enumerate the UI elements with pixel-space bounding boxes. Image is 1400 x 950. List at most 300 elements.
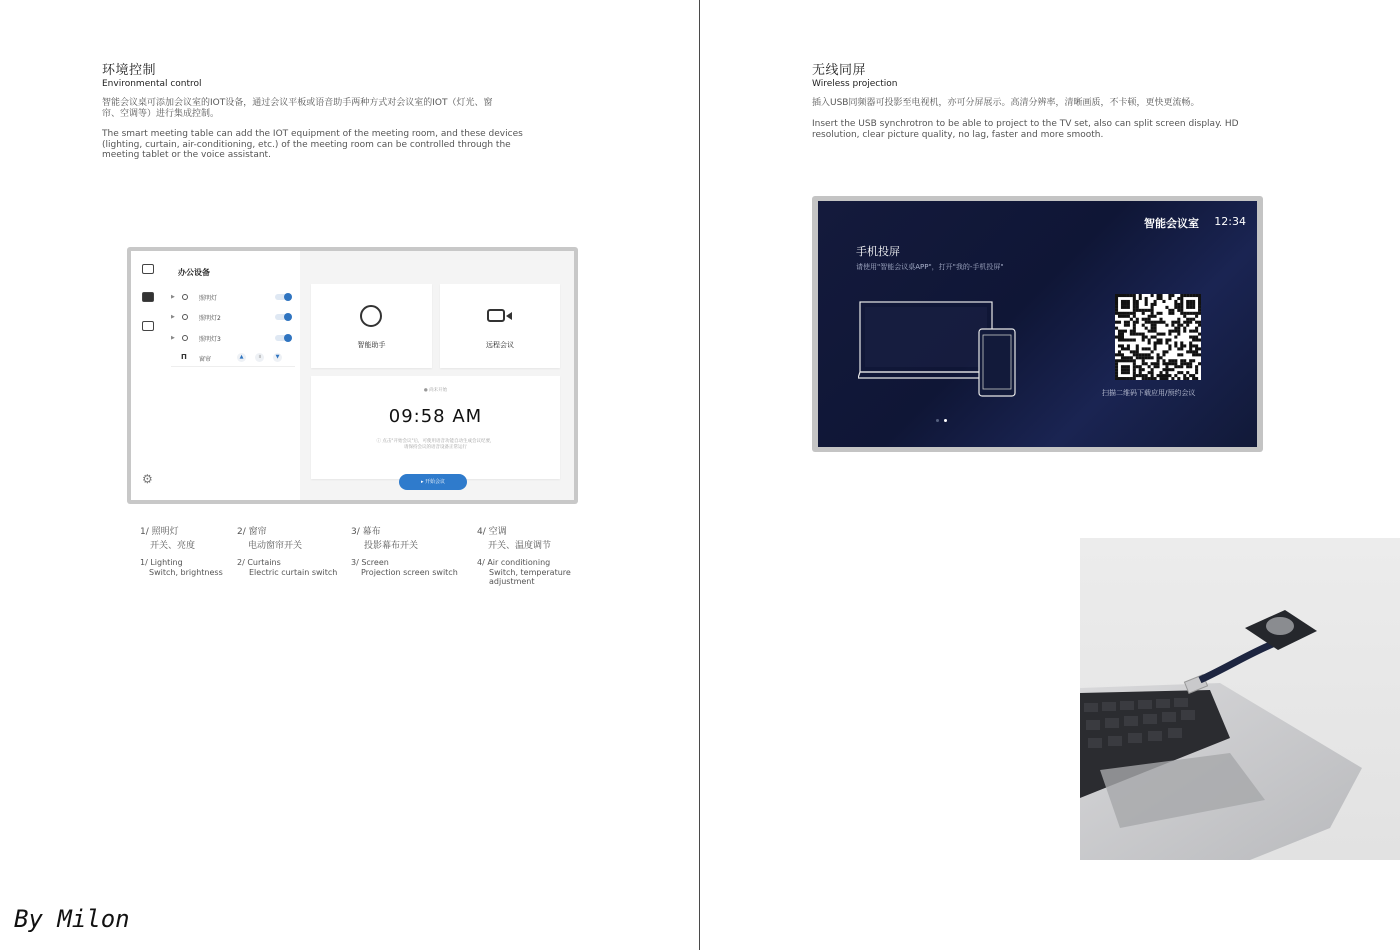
tablet-main <box>300 251 574 500</box>
qr-module <box>1195 338 1198 341</box>
tablet-mockup <box>127 247 578 504</box>
qr-module <box>1186 321 1189 324</box>
qr-module <box>1186 365 1189 368</box>
qr-module <box>1198 333 1201 336</box>
remote-meeting-card[interactable] <box>440 284 560 368</box>
caption-cn-title: 2/ 窗帘 <box>237 527 267 537</box>
devices-icon[interactable] <box>142 292 154 302</box>
qr-module <box>1121 371 1124 374</box>
qr-module <box>1180 365 1183 368</box>
qr-module <box>1151 371 1154 374</box>
curtain-pause-button[interactable]: ॥ <box>255 353 264 362</box>
qr-caption: 扫描二维码下载应用/预约会议 <box>1102 389 1196 397</box>
qr-module <box>1133 312 1136 315</box>
qr-module <box>1118 344 1121 347</box>
qr-module <box>1171 377 1174 380</box>
qr-module <box>1121 344 1124 347</box>
qr-module <box>1183 377 1186 380</box>
qr-module <box>1165 306 1168 309</box>
qr-module <box>1151 303 1154 306</box>
qr-module <box>1159 312 1162 315</box>
caption-en-sub: Switch, temperature <box>489 567 571 577</box>
qr-module <box>1168 309 1171 312</box>
qr-module <box>1159 297 1162 300</box>
qr-module <box>1180 294 1183 297</box>
curtain-open-button[interactable]: ▲ <box>237 353 246 362</box>
qr-module <box>1162 368 1165 371</box>
qr-module <box>1177 365 1180 368</box>
qr-module <box>1136 365 1139 368</box>
qr-module <box>1162 377 1165 380</box>
qr-module <box>1133 365 1136 368</box>
qr-module <box>1115 327 1118 330</box>
qr-module <box>1162 362 1165 365</box>
qr-module <box>1183 344 1186 347</box>
assistant-label: 智能助手 <box>357 341 386 349</box>
qr-module <box>1165 377 1168 380</box>
qr-module <box>1124 330 1127 333</box>
qr-module <box>1174 336 1177 339</box>
qr-module <box>1157 321 1160 324</box>
qr-module <box>1162 374 1165 377</box>
left-desc-cn <box>102 98 532 119</box>
qr-module <box>1180 309 1183 312</box>
meeting-hint-1: ⓘ 点击"开始会议"后，可使用语音功能自动生成会议纪要， <box>376 439 495 444</box>
qr-module <box>1136 347 1139 350</box>
qr-module <box>1145 327 1148 330</box>
tv-clock: 12:34 <box>1214 215 1246 228</box>
qr-module <box>1189 318 1192 321</box>
qr-module <box>1130 330 1133 333</box>
qr-module <box>1186 377 1189 380</box>
qr-module <box>1133 333 1136 336</box>
expand-arrow-icon[interactable]: ▶ <box>171 314 175 320</box>
qr-module <box>1118 315 1121 318</box>
qr-module <box>1115 362 1118 365</box>
qr-module <box>1142 309 1145 312</box>
qr-module <box>1180 353 1183 356</box>
qr-module <box>1189 347 1192 350</box>
qr-module <box>1195 330 1198 333</box>
right-desc-cn: 插入USB同频器可投影至电视机，亦可分屏展示。高清分辨率，清晰画质，不卡顿，更快更流畅。 <box>812 98 1200 108</box>
qr-module <box>1168 294 1171 297</box>
qr-module <box>1121 306 1124 309</box>
qr-module <box>1130 377 1133 380</box>
device-panel <box>169 251 301 500</box>
qr-module <box>1186 362 1189 365</box>
qr-module <box>1142 336 1145 339</box>
qr-module <box>1189 294 1192 297</box>
qr-module <box>1133 327 1136 330</box>
device-row-light-1[interactable] <box>171 291 295 305</box>
qr-module <box>1145 297 1148 300</box>
qr-module <box>1145 309 1148 312</box>
caption-cn-title: 1/ 照明灯 <box>140 527 179 537</box>
qr-module <box>1142 318 1145 321</box>
qr-module <box>1183 359 1186 362</box>
qr-module <box>1130 312 1133 315</box>
bulb-icon <box>182 335 188 341</box>
qr-module <box>1136 350 1139 353</box>
qr-module <box>1145 300 1148 303</box>
qr-module <box>1198 306 1201 309</box>
device-row-curtain[interactable] <box>171 352 295 367</box>
caption-curtains <box>237 525 347 577</box>
left-desc-en-line-3: meeting tablet or the voice assistant. <box>102 150 271 160</box>
qr-module <box>1180 347 1183 350</box>
qr-module <box>1195 336 1198 339</box>
tv-mockup <box>812 196 1263 452</box>
qr-module <box>1189 306 1192 309</box>
qr-module <box>1195 321 1198 324</box>
qr-module <box>1151 336 1154 339</box>
left-desc-en-line-2: (lighting, curtain, air-conditioning, etc.) of the meeting room can be controlled through the <box>102 139 511 150</box>
video-call-icon <box>487 309 505 322</box>
qr-module <box>1118 294 1121 297</box>
cast-icon[interactable] <box>142 321 154 331</box>
qr-module <box>1151 324 1154 327</box>
qr-module <box>1174 341 1177 344</box>
device-row-light-2[interactable] <box>171 311 295 325</box>
qr-module <box>1198 294 1201 297</box>
qr-module <box>1180 297 1183 300</box>
qr-module <box>1154 362 1157 365</box>
qr-module <box>1118 377 1121 380</box>
qr-module <box>1177 327 1180 330</box>
light-toggle[interactable] <box>275 335 291 341</box>
qr-module <box>1183 315 1186 318</box>
qr-module <box>1145 318 1148 321</box>
qr-module <box>1165 371 1168 374</box>
qr-module <box>1159 338 1162 341</box>
caption-en-sub-2: adjustment <box>489 577 535 586</box>
qr-module <box>1124 365 1127 368</box>
qr-module <box>1157 333 1160 336</box>
qr-module <box>1139 309 1142 312</box>
tablet-side-rail <box>131 251 169 500</box>
left-desc-en <box>102 129 542 161</box>
qr-module <box>1136 303 1139 306</box>
qr-module <box>1157 312 1160 315</box>
qr-module <box>1148 315 1151 318</box>
qr-module <box>1124 359 1127 362</box>
qr-module <box>1159 356 1162 359</box>
author-signature: By Milon <box>14 905 130 933</box>
qr-module <box>1171 362 1174 365</box>
caption-cn-sub: 开关、亮度 <box>150 541 196 551</box>
qr-module <box>1142 359 1145 362</box>
qr-module <box>1118 338 1121 341</box>
qr-module <box>1180 359 1183 362</box>
qr-module <box>1133 368 1136 371</box>
right-title-cn: 无线同屏 <box>812 63 867 78</box>
qr-module <box>1157 297 1160 300</box>
qr-module <box>1162 300 1165 303</box>
qr-module <box>1165 338 1168 341</box>
qr-module <box>1195 315 1198 318</box>
tv-heading: 手机投屏 <box>856 245 900 258</box>
qr-module <box>1148 341 1151 344</box>
qr-module <box>1177 330 1180 333</box>
qr-module <box>1186 350 1189 353</box>
qr-module <box>1133 321 1136 324</box>
qr-module <box>1133 294 1136 297</box>
qr-module <box>1118 336 1121 339</box>
qr-module <box>1115 371 1118 374</box>
qr-module <box>1121 330 1124 333</box>
qr-module <box>1186 318 1189 321</box>
qr-code[interactable] <box>1115 294 1201 380</box>
qr-module <box>1168 297 1171 300</box>
qr-module <box>1168 333 1171 336</box>
qr-module <box>1162 321 1165 324</box>
qr-module <box>1180 341 1183 344</box>
device-row-light-3[interactable] <box>171 332 295 346</box>
qr-module <box>1192 330 1195 333</box>
qr-module <box>1115 365 1118 368</box>
qr-module <box>1142 353 1145 356</box>
qr-module <box>1189 303 1192 306</box>
expand-arrow-icon[interactable]: ▶ <box>171 335 175 341</box>
qr-module <box>1159 333 1162 336</box>
qr-module <box>1168 362 1171 365</box>
qr-module <box>1186 303 1189 306</box>
qr-module <box>1121 359 1124 362</box>
caption-cn-title: 4/ 空调 <box>477 527 507 537</box>
qr-module <box>1118 333 1121 336</box>
qr-module <box>1133 303 1136 306</box>
qr-module <box>1165 368 1168 371</box>
qr-module <box>1124 303 1127 306</box>
qr-module <box>1124 338 1127 341</box>
qr-module <box>1136 344 1139 347</box>
calendar-icon[interactable] <box>142 264 154 274</box>
qr-module <box>1186 306 1189 309</box>
qr-module <box>1195 294 1198 297</box>
qr-module <box>1192 344 1195 347</box>
qr-module <box>1157 359 1160 362</box>
qr-module <box>1136 321 1139 324</box>
right-title-en: Wireless projection <box>812 79 898 89</box>
qr-module <box>1124 306 1127 309</box>
qr-module <box>1192 377 1195 380</box>
qr-module <box>1145 356 1148 359</box>
qr-module <box>1177 321 1180 324</box>
qr-module <box>1136 309 1139 312</box>
qr-module <box>1145 374 1148 377</box>
qr-module <box>1165 341 1168 344</box>
qr-module <box>1171 309 1174 312</box>
device-label: 窗帘 <box>199 356 212 363</box>
qr-module <box>1142 368 1145 371</box>
qr-module <box>1168 344 1171 347</box>
qr-module <box>1148 318 1151 321</box>
caption-en-title: 1/ Lighting <box>140 558 183 567</box>
right-desc-en <box>812 119 1272 140</box>
qr-module <box>1133 350 1136 353</box>
settings-gear-icon[interactable]: ⚙ <box>142 472 153 486</box>
qr-module <box>1124 371 1127 374</box>
qr-module <box>1118 330 1121 333</box>
qr-module <box>1133 353 1136 356</box>
qr-module <box>1157 353 1160 356</box>
qr-module <box>1121 336 1124 339</box>
qr-module <box>1130 350 1133 353</box>
qr-module <box>1115 336 1118 339</box>
qr-module <box>1145 321 1148 324</box>
qr-module <box>1183 374 1186 377</box>
qr-module <box>1177 324 1180 327</box>
qr-module <box>1118 359 1121 362</box>
qr-module <box>1198 312 1201 315</box>
left-title-cn: 环境控制 <box>102 63 157 78</box>
qr-module <box>1174 362 1177 365</box>
qr-module <box>1115 368 1118 371</box>
qr-module <box>1142 338 1145 341</box>
qr-module <box>1168 359 1171 362</box>
tv-screen <box>818 201 1257 447</box>
qr-module <box>1168 330 1171 333</box>
qr-module <box>1142 374 1145 377</box>
qr-module <box>1157 362 1160 365</box>
qr-module <box>1136 353 1139 356</box>
remote-meeting-label: 远程会议 <box>486 341 514 349</box>
qr-module <box>1121 356 1124 359</box>
qr-module <box>1154 377 1157 380</box>
qr-module <box>1121 303 1124 306</box>
qr-module <box>1180 324 1183 327</box>
qr-module <box>1174 306 1177 309</box>
qr-module <box>1151 321 1154 324</box>
qr-module <box>1174 374 1177 377</box>
qr-module <box>1133 362 1136 365</box>
qr-module <box>1145 362 1148 365</box>
qr-module <box>1121 365 1124 368</box>
qr-module <box>1127 312 1130 315</box>
qr-module <box>1133 359 1136 362</box>
qr-module <box>1157 341 1160 344</box>
qr-module <box>1183 312 1186 315</box>
qr-module <box>1165 362 1168 365</box>
qr-module <box>1118 321 1121 324</box>
expand-arrow-icon[interactable]: ▶ <box>171 294 175 300</box>
qr-module <box>1159 377 1162 380</box>
caption-screen <box>351 525 466 577</box>
device-label: 照明灯 <box>199 295 218 302</box>
qr-module <box>1145 353 1148 356</box>
qr-module <box>1154 303 1157 306</box>
qr-module <box>1195 344 1198 347</box>
qr-module <box>1177 353 1180 356</box>
qr-module <box>1124 321 1127 324</box>
qr-module <box>1133 306 1136 309</box>
left-desc-cn-line-2: 帘、空调等）进行集成控制。 <box>102 108 220 119</box>
qr-module <box>1133 338 1136 341</box>
qr-module <box>1151 362 1154 365</box>
qr-module <box>1139 356 1142 359</box>
qr-module <box>1177 333 1180 336</box>
qr-module <box>1165 324 1168 327</box>
qr-module <box>1192 359 1195 362</box>
qr-module <box>1198 300 1201 303</box>
qr-module <box>1136 356 1139 359</box>
qr-module <box>1124 315 1127 318</box>
qr-module <box>1189 350 1192 353</box>
left-desc-cn-line-1: 智能会议桌可添加会议室的IOT设备，通过会议平板或语音助手两种方式对会议室的IOT（灯光、窗 <box>102 98 493 108</box>
qr-module <box>1124 377 1127 380</box>
qr-module <box>1118 353 1121 356</box>
caption-en-sub: Switch, brightness <box>149 567 223 577</box>
page-dot-1[interactable] <box>936 419 939 422</box>
qr-module <box>1198 362 1201 365</box>
qr-module <box>1142 324 1145 327</box>
device-label: 照明灯2 <box>199 315 221 322</box>
qr-module <box>1115 309 1118 312</box>
qr-module <box>1115 321 1118 324</box>
light-toggle[interactable] <box>275 314 291 320</box>
assistant-card[interactable] <box>311 284 432 368</box>
qr-module <box>1124 368 1127 371</box>
qr-module <box>1127 344 1130 347</box>
start-meeting-button[interactable]: ▸ 开始会议 <box>399 474 467 490</box>
qr-module <box>1177 303 1180 306</box>
qr-module <box>1174 303 1177 306</box>
qr-module <box>1115 374 1118 377</box>
qr-module <box>1159 294 1162 297</box>
qr-module <box>1121 333 1124 336</box>
device-panel-title: 办公设备 <box>178 268 210 277</box>
caption-cn-sub: 开关、温度调节 <box>488 541 552 551</box>
qr-module <box>1189 321 1192 324</box>
qr-module <box>1189 362 1192 365</box>
qr-module <box>1180 371 1183 374</box>
left-desc-en-line-1: The smart meeting table can add the IOT equipment of the meeting room, and these devices <box>102 129 523 139</box>
qr-module <box>1171 324 1174 327</box>
qr-module <box>1157 365 1160 368</box>
qr-module <box>1177 377 1180 380</box>
qr-module <box>1162 350 1165 353</box>
qr-module <box>1192 318 1195 321</box>
qr-module <box>1151 356 1154 359</box>
qr-module <box>1139 371 1142 374</box>
light-toggle[interactable] <box>275 294 291 300</box>
qr-module <box>1133 309 1136 312</box>
qr-module <box>1192 350 1195 353</box>
qr-module <box>1130 359 1133 362</box>
qr-module <box>1168 374 1171 377</box>
qr-module <box>1127 365 1130 368</box>
qr-module <box>1151 312 1154 315</box>
curtain-close-button[interactable]: ▼ <box>273 353 282 362</box>
qr-module <box>1136 333 1139 336</box>
qr-module <box>1139 333 1142 336</box>
page-divider <box>699 0 700 950</box>
qr-module <box>1154 347 1157 350</box>
qr-module <box>1130 294 1133 297</box>
page-dot-2[interactable] <box>944 419 947 422</box>
qr-module <box>1154 315 1157 318</box>
qr-module <box>1145 347 1148 350</box>
qr-module <box>1148 338 1151 341</box>
qr-module <box>1168 338 1171 341</box>
qr-module <box>1130 356 1133 359</box>
qr-module <box>1151 306 1154 309</box>
qr-module <box>1171 359 1174 362</box>
qr-module <box>1148 321 1151 324</box>
caption-lighting <box>140 525 240 577</box>
qr-module <box>1133 324 1136 327</box>
qr-module <box>1121 312 1124 315</box>
